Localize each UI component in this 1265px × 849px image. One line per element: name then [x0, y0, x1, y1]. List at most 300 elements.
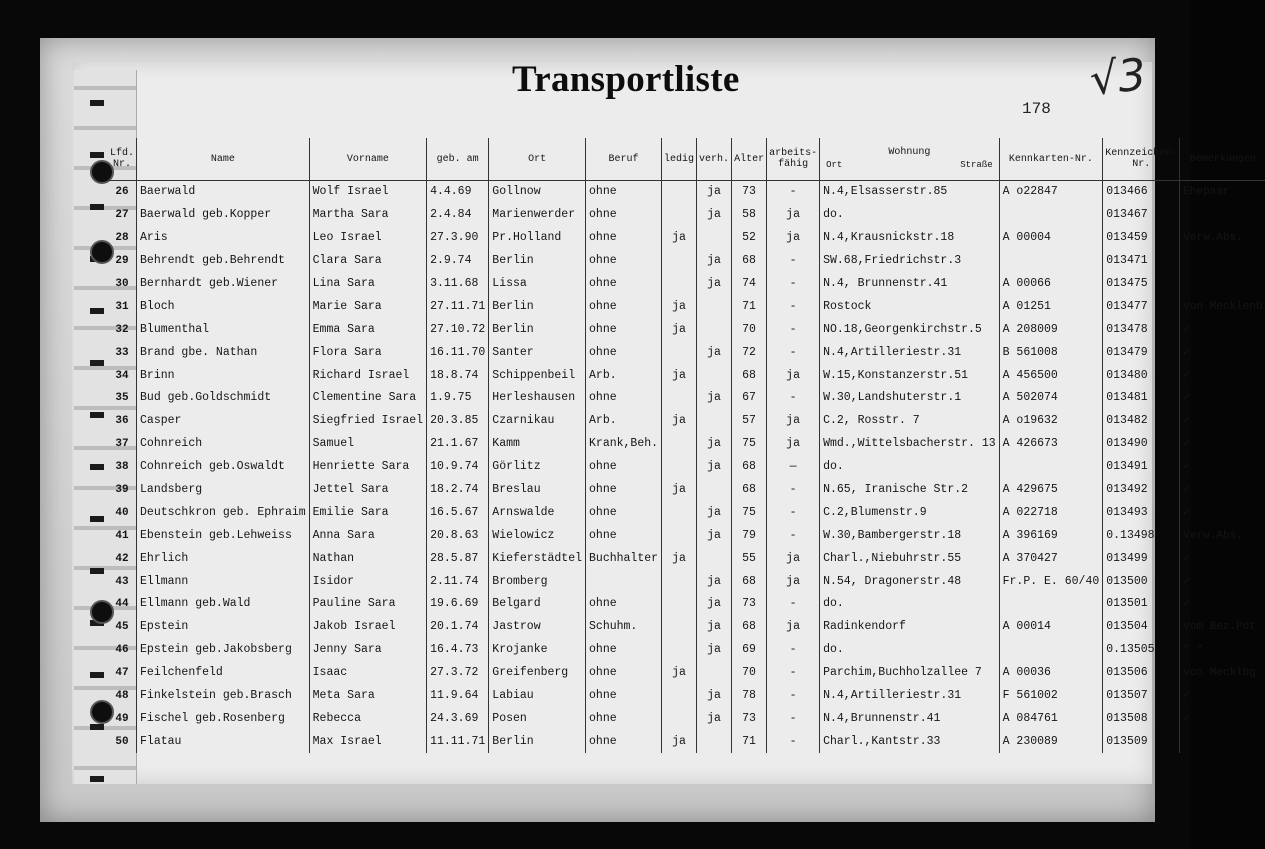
occupation: ohne [586, 662, 662, 685]
remark: Verw.Abs. [1180, 524, 1265, 547]
kennkarten-nr [999, 204, 1103, 227]
person-vorname: Jakob Israel [309, 616, 426, 639]
ledig-mark [662, 433, 697, 456]
arbeitsfaehig-mark: - [767, 593, 820, 616]
person-vorname: Emma Sara [309, 318, 426, 341]
remark: ✓ [1180, 501, 1265, 524]
remark: ✓ [1180, 570, 1265, 593]
row-number: 43 [115, 575, 129, 588]
age: 52 [732, 227, 767, 250]
kennzeichen-nr: 013471 [1103, 250, 1180, 273]
birth-place: Jastrow [489, 616, 586, 639]
row-number: 50 [115, 735, 129, 748]
verh-mark [697, 410, 732, 433]
person-vorname: Henriette Sara [309, 456, 426, 479]
verh-mark [697, 662, 732, 685]
ledig-mark [662, 456, 697, 479]
person-name: Epstein geb.Jakobsberg [137, 639, 310, 662]
remark: von Mecklenb [1180, 295, 1265, 318]
birth-date: 2.11.74 [427, 570, 489, 593]
row-number: 39 [115, 484, 129, 497]
birth-place: Breslau [489, 479, 586, 502]
table-row [108, 639, 1265, 662]
residence: N.54, Dragonerstr.48 [820, 570, 1000, 593]
table-row [108, 593, 1265, 616]
person-name: Ebenstein geb.Lehweiss [137, 524, 310, 547]
residence: Charl.,Niebuhrstr.55 [820, 547, 1000, 570]
table-row [108, 250, 1265, 273]
age: 73 [732, 593, 767, 616]
header-name: Name [137, 138, 310, 181]
person-vorname: Siegfried Israel [309, 410, 426, 433]
occupation: ohne [586, 730, 662, 753]
remark: Ehepaar [1180, 181, 1265, 204]
age: 57 [732, 410, 767, 433]
verh-mark: ja [697, 433, 732, 456]
birth-place: Bromberg [489, 570, 586, 593]
arbeitsfaehig-mark: - [767, 524, 820, 547]
remark: ✓ [1180, 456, 1265, 479]
residence: Rostock [820, 295, 1000, 318]
remark: ✓ [1180, 387, 1265, 410]
birth-date: 20.8.63 [427, 524, 489, 547]
person-name: Landsberg [137, 479, 310, 502]
ledig-mark: ja [662, 410, 697, 433]
age: 78 [732, 685, 767, 708]
birth-date: 16.5.67 [427, 501, 489, 524]
residence: N.4,Krausnickstr.18 [820, 227, 1000, 250]
row-number: 47 [115, 667, 129, 680]
residence: N.4,Brunnenstr.41 [820, 707, 1000, 730]
residence: Parchim,Buchholzallee 7 [820, 662, 1000, 685]
remark: ✓ [1180, 433, 1265, 456]
kennzeichen-nr: 013467 [1103, 204, 1180, 227]
table-row [108, 181, 1265, 204]
birth-place: Gollnow [489, 181, 586, 204]
kennkarten-nr: A 00004 [999, 227, 1103, 250]
residence: N.4,Artilleriestr.31 [820, 685, 1000, 708]
birth-date: 27.11.71 [427, 295, 489, 318]
person-name: Ellmann [137, 570, 310, 593]
person-name: Cohnreich [137, 433, 310, 456]
header-bemerkungen: Bemerkungen [1180, 138, 1265, 181]
age: 71 [732, 295, 767, 318]
kennkarten-nr: A 00014 [999, 616, 1103, 639]
row-number: 31 [115, 300, 129, 313]
table-row [108, 273, 1265, 296]
birth-place: Görlitz [489, 456, 586, 479]
kennkarten-nr [999, 250, 1103, 273]
verh-mark [697, 318, 732, 341]
remark: ✓ [1180, 547, 1265, 570]
birth-place: Greifenberg [489, 662, 586, 685]
kennzeichen-nr: 013500 [1103, 570, 1180, 593]
header-ledig: ledig [662, 138, 697, 181]
header-kennkarten: Kennkarten-Nr. [999, 138, 1103, 181]
birth-date: 20.3.85 [427, 410, 489, 433]
remark: ✓ [1180, 341, 1265, 364]
residence: N.4,Elsasserstr.85 [820, 181, 1000, 204]
person-vorname: Lina Sara [309, 273, 426, 296]
row-number: 29 [115, 255, 129, 268]
kennzeichen-nr: 013506 [1103, 662, 1180, 685]
arbeitsfaehig-mark: - [767, 639, 820, 662]
person-name: Baerwald geb.Kopper [137, 204, 310, 227]
birth-date: 11.11.71 [427, 730, 489, 753]
row-number: 33 [115, 346, 129, 359]
kennzeichen-nr: 013481 [1103, 387, 1180, 410]
age: 72 [732, 341, 767, 364]
person-vorname: Isidor [309, 570, 426, 593]
kennkarten-nr: A 01251 [999, 295, 1103, 318]
arbeitsfaehig-mark: ja [767, 616, 820, 639]
kennzeichen-nr: 013504 [1103, 616, 1180, 639]
residence: Charl.,Kantstr.33 [820, 730, 1000, 753]
kennzeichen-nr: 013501 [1103, 593, 1180, 616]
age: 67 [732, 387, 767, 410]
ledig-mark: ja [662, 364, 697, 387]
kennkarten-nr: A 00066 [999, 273, 1103, 296]
kennzeichen-nr: 013490 [1103, 433, 1180, 456]
person-vorname: Rebecca [309, 707, 426, 730]
remark: ✓ [1180, 479, 1265, 502]
ledig-mark [662, 501, 697, 524]
person-vorname: Nathan [309, 547, 426, 570]
ledig-mark [662, 341, 697, 364]
arbeitsfaehig-mark: ja [767, 364, 820, 387]
person-vorname: Isaac [309, 662, 426, 685]
verh-mark: ja [697, 273, 732, 296]
birth-date: 19.6.69 [427, 593, 489, 616]
arbeitsfaehig-mark: ja [767, 227, 820, 250]
occupation: ohne [586, 318, 662, 341]
arbeitsfaehig-mark: - [767, 479, 820, 502]
kennkarten-nr: B 561008 [999, 341, 1103, 364]
header-wohnung-ort: Ort [826, 160, 843, 170]
occupation: ohne [586, 524, 662, 547]
ledig-mark [662, 685, 697, 708]
birth-place: Arnswalde [489, 501, 586, 524]
birth-place: Marienwerder [489, 204, 586, 227]
verh-mark: ja [697, 387, 732, 410]
table-row [108, 501, 1265, 524]
table-row [108, 730, 1265, 753]
person-vorname: Marie Sara [309, 295, 426, 318]
occupation: ohne [586, 456, 662, 479]
kennzeichen-nr: 013475 [1103, 273, 1180, 296]
person-vorname: Anna Sara [309, 524, 426, 547]
occupation [586, 570, 662, 593]
residence: Wmd.,Wittelsbacherstr. 13 [820, 433, 1000, 456]
residence: W.30,Landshuterstr.1 [820, 387, 1000, 410]
table-row [108, 707, 1265, 730]
table-row [108, 410, 1265, 433]
person-vorname: Martha Sara [309, 204, 426, 227]
age: 75 [732, 433, 767, 456]
row-number: 28 [115, 232, 129, 245]
table-row [108, 685, 1265, 708]
kennzeichen-nr: 013459 [1103, 227, 1180, 250]
table-row [108, 364, 1265, 387]
remark: ✓ [1180, 364, 1265, 387]
page-number: 178 [1022, 100, 1051, 118]
residence: Radinkendorf [820, 616, 1000, 639]
residence: do. [820, 639, 1000, 662]
age: 68 [732, 479, 767, 502]
occupation: ohne [586, 181, 662, 204]
ledig-mark [662, 273, 697, 296]
occupation: ohne [586, 685, 662, 708]
residence: W.15,Konstanzerstr.51 [820, 364, 1000, 387]
row-number: 48 [115, 690, 129, 703]
verh-mark: ja [697, 639, 732, 662]
birth-date: 24.3.69 [427, 707, 489, 730]
occupation: Arb. [586, 364, 662, 387]
row-number: 26 [115, 186, 129, 199]
arbeitsfaehig-mark: ja [767, 433, 820, 456]
person-name: Casper [137, 410, 310, 433]
occupation: Schuhm. [586, 616, 662, 639]
transport-table [108, 138, 1265, 753]
kennkarten-nr: Fr.P. E. 60/40 [999, 570, 1103, 593]
kennzeichen-nr: 013478 [1103, 318, 1180, 341]
row-number: 30 [115, 278, 129, 290]
age: 68 [732, 616, 767, 639]
birth-date: 3.11.68 [427, 273, 489, 296]
residence: NO.18,Georgenkirchstr.5 [820, 318, 1000, 341]
row-number: 49 [115, 712, 129, 725]
occupation: ohne [586, 593, 662, 616]
verh-mark [697, 730, 732, 753]
person-name: Brinn [137, 364, 310, 387]
row-number: 37 [115, 438, 129, 451]
document-title: Transportliste [512, 59, 740, 100]
ledig-mark: ja [662, 547, 697, 570]
kennkarten-nr: A 456500 [999, 364, 1103, 387]
birth-date: 28.5.87 [427, 547, 489, 570]
verh-mark: ja [697, 685, 732, 708]
kennkarten-nr [999, 593, 1103, 616]
residence: W.30,Bambergerstr.18 [820, 524, 1000, 547]
remark: von Mecklbg [1180, 662, 1265, 685]
row-number: 45 [115, 621, 129, 634]
residence: C.2, Rosstr. 7 [820, 410, 1000, 433]
person-name: Baerwald [137, 181, 310, 204]
birth-place: Pr.Holland [489, 227, 586, 250]
row-number: 42 [115, 552, 129, 565]
verh-mark: ja [697, 204, 732, 227]
kennzeichen-nr: 013466 [1103, 181, 1180, 204]
arbeitsfaehig-mark: ja [767, 547, 820, 570]
age: 55 [732, 547, 767, 570]
header-arbeitsfaehig: arbeits-fähig [767, 138, 820, 181]
person-name: Deutschkron geb. Ephraim [137, 501, 310, 524]
kennkarten-nr: A 426673 [999, 433, 1103, 456]
occupation: ohne [586, 273, 662, 296]
arbeitsfaehig-mark: - [767, 685, 820, 708]
birth-place: Berlin [489, 730, 586, 753]
person-name: Behrendt geb.Behrendt [137, 250, 310, 273]
person-vorname: Pauline Sara [309, 593, 426, 616]
birth-place: Kieferstädtel [489, 547, 586, 570]
kennzeichen-nr: 013480 [1103, 364, 1180, 387]
arbeitsfaehig-mark: - [767, 341, 820, 364]
birth-date: 21.1.67 [427, 433, 489, 456]
birth-place: Belgard [489, 593, 586, 616]
person-name: Epstein [137, 616, 310, 639]
kennzeichen-nr: 013477 [1103, 295, 1180, 318]
kennkarten-nr: A 022718 [999, 501, 1103, 524]
kennkarten-nr: A 230089 [999, 730, 1103, 753]
kennkarten-nr: A 00036 [999, 662, 1103, 685]
table-row [108, 662, 1265, 685]
age: 75 [732, 501, 767, 524]
arbeitsfaehig-mark: - [767, 295, 820, 318]
person-name: Aris [137, 227, 310, 250]
remark: Verw.Abs. [1180, 227, 1265, 250]
occupation: ohne [586, 227, 662, 250]
birth-date: 16.4.73 [427, 639, 489, 662]
birth-place: Santer [489, 341, 586, 364]
row-number: 35 [115, 392, 129, 405]
person-name: Cohnreich geb.Oswaldt [137, 456, 310, 479]
kennkarten-nr: F 561002 [999, 685, 1103, 708]
person-vorname: Flora Sara [309, 341, 426, 364]
birth-place: Wielowicz [489, 524, 586, 547]
verh-mark: ja [697, 250, 732, 273]
row-number: 44 [115, 598, 129, 611]
ledig-mark: ja [662, 318, 697, 341]
arbeitsfaehig-mark: - [767, 273, 820, 296]
ledig-mark [662, 250, 697, 273]
kennkarten-nr: A 370427 [999, 547, 1103, 570]
header-geb-am: geb. am [427, 138, 489, 181]
kennzeichen-nr: 013491 [1103, 456, 1180, 479]
occupation: ohne [586, 639, 662, 662]
verh-mark: ja [697, 181, 732, 204]
table-row [108, 204, 1265, 227]
occupation: ohne [586, 204, 662, 227]
birth-place: Berlin [489, 295, 586, 318]
arbeitsfaehig-mark: - [767, 181, 820, 204]
table-row [108, 524, 1265, 547]
row-number: 41 [115, 529, 129, 542]
ledig-mark [662, 593, 697, 616]
arbeitsfaehig-mark: ja [767, 570, 820, 593]
birth-place: Herleshausen [489, 387, 586, 410]
occupation: ohne [586, 501, 662, 524]
birth-date: 4.4.69 [427, 181, 489, 204]
row-number: 36 [115, 415, 129, 428]
row-number: 46 [115, 644, 129, 657]
header-wohnung [820, 138, 1000, 181]
table-row [108, 295, 1265, 318]
table-row [108, 433, 1265, 456]
kennzeichen-nr: 013479 [1103, 341, 1180, 364]
kennkarten-nr: A 429675 [999, 479, 1103, 502]
birth-date: 10.9.74 [427, 456, 489, 479]
person-name: Brand gbe. Nathan [137, 341, 310, 364]
residence: SW.68,Friedrichstr.3 [820, 250, 1000, 273]
ledig-mark [662, 524, 697, 547]
kennkarten-nr: A 502074 [999, 387, 1103, 410]
person-name: Bud geb.Goldschmidt [137, 387, 310, 410]
header-nr: Lfd. Nr. [108, 138, 137, 181]
verh-mark: ja [697, 593, 732, 616]
birth-date: 2.9.74 [427, 250, 489, 273]
ledig-mark: ja [662, 730, 697, 753]
arbeitsfaehig-mark: — [767, 456, 820, 479]
occupation: Krank,Beh. [586, 433, 662, 456]
header-vorname: Vorname [309, 138, 426, 181]
arbeitsfaehig-mark: - [767, 250, 820, 273]
row-number: 27 [115, 209, 129, 222]
kennzeichen-nr: 013492 [1103, 479, 1180, 502]
person-name: Fischel geb.Rosenberg [137, 707, 310, 730]
person-vorname: Max Israel [309, 730, 426, 753]
person-vorname: Samuel [309, 433, 426, 456]
remark: ✓ [1180, 685, 1265, 708]
ledig-mark: ja [662, 227, 697, 250]
arbeitsfaehig-mark: - [767, 501, 820, 524]
birth-place: Berlin [489, 318, 586, 341]
table-row [108, 616, 1265, 639]
birth-place: Berlin [489, 250, 586, 273]
person-vorname: Leo Israel [309, 227, 426, 250]
remark: vom Bez.Pot [1180, 616, 1265, 639]
birth-date: 16.11.70 [427, 341, 489, 364]
remark: ✓ [1180, 707, 1265, 730]
age: 68 [732, 364, 767, 387]
age: 79 [732, 524, 767, 547]
remark [1180, 273, 1265, 296]
age: 70 [732, 318, 767, 341]
verh-mark: ja [697, 616, 732, 639]
occupation: ohne [586, 479, 662, 502]
ledig-mark: ja [662, 662, 697, 685]
remark [1180, 730, 1265, 753]
occupation: ohne [586, 341, 662, 364]
age: 68 [732, 570, 767, 593]
person-vorname: Wolf Israel [309, 181, 426, 204]
person-vorname: Jettel Sara [309, 479, 426, 502]
verh-mark: ja [697, 707, 732, 730]
person-name: Blumenthal [137, 318, 310, 341]
ledig-mark [662, 707, 697, 730]
person-vorname: Emilie Sara [309, 501, 426, 524]
residence: N.4,Artilleriestr.31 [820, 341, 1000, 364]
residence: do. [820, 456, 1000, 479]
person-vorname: Jenny Sara [309, 639, 426, 662]
age: 71 [732, 730, 767, 753]
verh-mark [697, 227, 732, 250]
birth-date: 11.9.64 [427, 685, 489, 708]
residence: N.4, Brunnenstr.41 [820, 273, 1000, 296]
ledig-mark: ja [662, 479, 697, 502]
verh-mark [697, 364, 732, 387]
occupation: ohne [586, 295, 662, 318]
table-row [108, 341, 1265, 364]
ledig-mark [662, 639, 697, 662]
remark: " " [1180, 639, 1265, 662]
kennkarten-nr [999, 456, 1103, 479]
remark [1180, 250, 1265, 273]
person-name: Bloch [137, 295, 310, 318]
ledig-mark [662, 387, 697, 410]
birth-place: Labiau [489, 685, 586, 708]
kennkarten-nr: A o22847 [999, 181, 1103, 204]
table-row [108, 479, 1265, 502]
